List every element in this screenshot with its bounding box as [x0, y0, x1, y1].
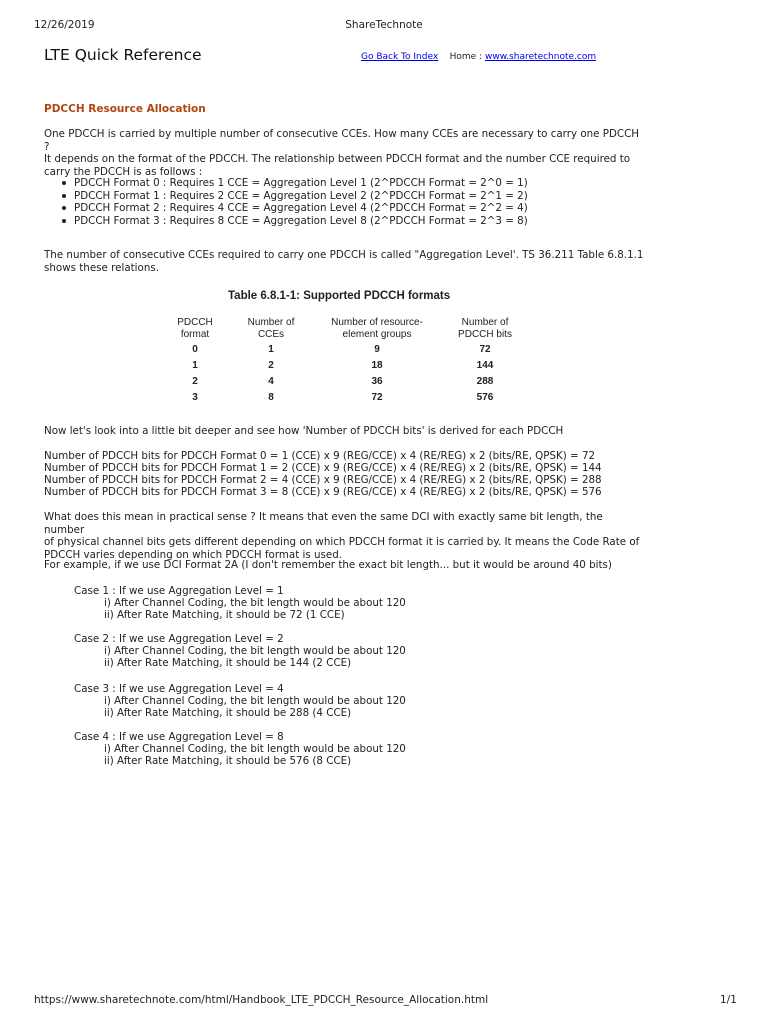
example-paragraph: For example, if we use DCI Format 2A (I don't remember the exact bit length... but it would be around 40 bits) [44, 559, 612, 571]
table-cell: 0 [192, 343, 198, 355]
table-row [160, 341, 528, 357]
column-header: PDCCH format [177, 317, 213, 340]
text-line: carry the PDCCH is as follows : [44, 165, 203, 178]
format-bullet-list [44, 177, 634, 227]
case-step: i) After Channel Coding, the bit length would be about 120 [104, 645, 406, 657]
case-step: ii) After Rate Matching, it should be 576 (8 CCE) [104, 755, 352, 767]
case-block [74, 731, 406, 767]
text-line: It depends on the format of the PDCCH. The relationship between PDCCH format and the number CCE required to [44, 153, 631, 165]
print-page-number: 1/1 [720, 994, 737, 1006]
top-nav [361, 52, 596, 62]
table-cell: 72 [479, 343, 491, 355]
text-line: Number of PDCCH bits for PDCCH Format 2 = 4 (CCE) x 9 (REG/CCE) x 4 (RE/REG) x 2 (bits/RE, QPSK) = 288 [44, 474, 602, 486]
case-title: Case 3 : If we use Aggregation Level = 4 [74, 683, 284, 695]
text-line: Number of PDCCH bits for PDCCH Format 1 = 2 (CCE) x 9 (REG/CCE) x 4 (RE/REG) x 2 (bits/RE, QPSK) = 144 [44, 462, 602, 474]
table-cell: 8 [268, 391, 274, 403]
text-line: shows these relations. [44, 261, 159, 274]
table-cell: 9 [374, 343, 380, 355]
table-cell: 3 [192, 391, 198, 403]
back-to-index-link[interactable]: Go Back To Index [361, 52, 439, 62]
text-line: PDCCH varies depending on which PDCCH format is used. [44, 548, 343, 561]
text-line: of physical channel bits gets different depending on which PDCCH format it is carried by. It means the Code Rate of [44, 536, 640, 548]
case-step: i) After Channel Coding, the bit length would be about 120 [104, 695, 406, 707]
print-footer-url: https://www.sharetechnote.com/html/Handbook_LTE_PDCCH_Resource_Allocation.html [34, 994, 489, 1006]
column-header: Number of CCEs [247, 317, 295, 340]
case-title: Case 4 : If we use Aggregation Level = 8 [74, 731, 284, 743]
text-line: What does this mean in practical sense ? It means that even the same DCI with exactly same bit length, the number [44, 511, 603, 536]
print-date: 12/26/2019 [34, 19, 95, 31]
section-title: PDCCH Resource Allocation [44, 103, 206, 115]
home-link[interactable]: www.sharetechnote.com [484, 52, 597, 62]
intro-paragraph [44, 128, 644, 178]
table-cell: 4 [268, 375, 274, 387]
case-step: ii) After Rate Matching, it should be 288 (4 CCE) [104, 707, 352, 719]
list-item: PDCCH Format 0 : Requires 1 CCE = Aggregation Level 1 (2^PDCCH Format = 2^0 = 1) [74, 177, 634, 190]
table-row [160, 389, 528, 405]
pdcch-format-table [160, 317, 528, 405]
case-title: Case 1 : If we use Aggregation Level = 1 [74, 585, 284, 597]
case-block [74, 585, 406, 621]
table-header-row [160, 317, 528, 341]
case-step: ii) After Rate Matching, it should be 144 (2 CCE) [104, 657, 352, 669]
table-cell: 1 [268, 343, 274, 355]
case-title: Case 2 : If we use Aggregation Level = 2 [74, 633, 284, 645]
case-step: i) After Channel Coding, the bit length would be about 120 [104, 743, 406, 755]
case-block [74, 683, 406, 719]
table-cell: 144 [476, 359, 494, 371]
page-title: LTE Quick Reference [44, 46, 202, 64]
table-cell: 2 [192, 375, 198, 387]
aggregation-paragraph [44, 249, 644, 274]
case-step: i) After Channel Coding, the bit length would be about 120 [104, 597, 406, 609]
list-item: PDCCH Format 3 : Requires 8 CCE = Aggregation Level 8 (2^PDCCH Format = 2^3 = 8) [74, 215, 634, 228]
table-cell: 288 [476, 375, 494, 387]
list-item: PDCCH Format 1 : Requires 2 CCE = Aggregation Level 2 (2^PDCCH Format = 2^1 = 2) [74, 190, 634, 203]
print-site-name: ShareTechnote [345, 19, 423, 31]
column-header: Number of resource- element groups [331, 317, 423, 340]
practical-paragraph [44, 511, 644, 561]
home-label: Home : [449, 52, 485, 62]
table-row [160, 373, 528, 389]
case-block [74, 633, 406, 669]
column-header: Number of PDCCH bits [458, 317, 512, 340]
list-item: PDCCH Format 2 : Requires 4 CCE = Aggregation Level 4 (2^PDCCH Format = 2^2 = 4) [74, 202, 634, 215]
table-cell: 72 [371, 391, 383, 403]
table-cell: 18 [371, 359, 383, 371]
table-caption: Table 6.8.1-1: Supported PDCCH formats [228, 290, 451, 302]
table-cell: 2 [268, 359, 274, 371]
text-line: Number of PDCCH bits for PDCCH Format 3 = 8 (CCE) x 9 (REG/CCE) x 4 (RE/REG) x 2 (bits/RE, QPSK) = 576 [44, 486, 602, 498]
case-step: ii) After Rate Matching, it should be 72 (1 CCE) [104, 609, 345, 621]
text-line: The number of consecutive CCEs required to carry one PDCCH is called "Aggregation Level'. TS 36.211 Table 6.8.1.1 [44, 249, 644, 261]
table-row [160, 357, 528, 373]
table-cell: 36 [371, 375, 383, 387]
text-line: One PDCCH is carried by multiple number of consecutive CCEs. How many CCEs are necessary to carry one PDCCH ? [44, 128, 640, 153]
table-cell: 1 [192, 359, 198, 371]
text-line: Number of PDCCH bits for PDCCH Format 0 = 1 (CCE) x 9 (REG/CCE) x 4 (RE/REG) x 2 (bits/RE, QPSK) = 72 [44, 450, 596, 462]
bit-calculation-block [44, 450, 684, 498]
deeper-paragraph: Now let's look into a little bit deeper and see how 'Number of PDCCH bits' is derived for each PDCCH [44, 425, 564, 437]
table-cell: 576 [476, 391, 494, 403]
